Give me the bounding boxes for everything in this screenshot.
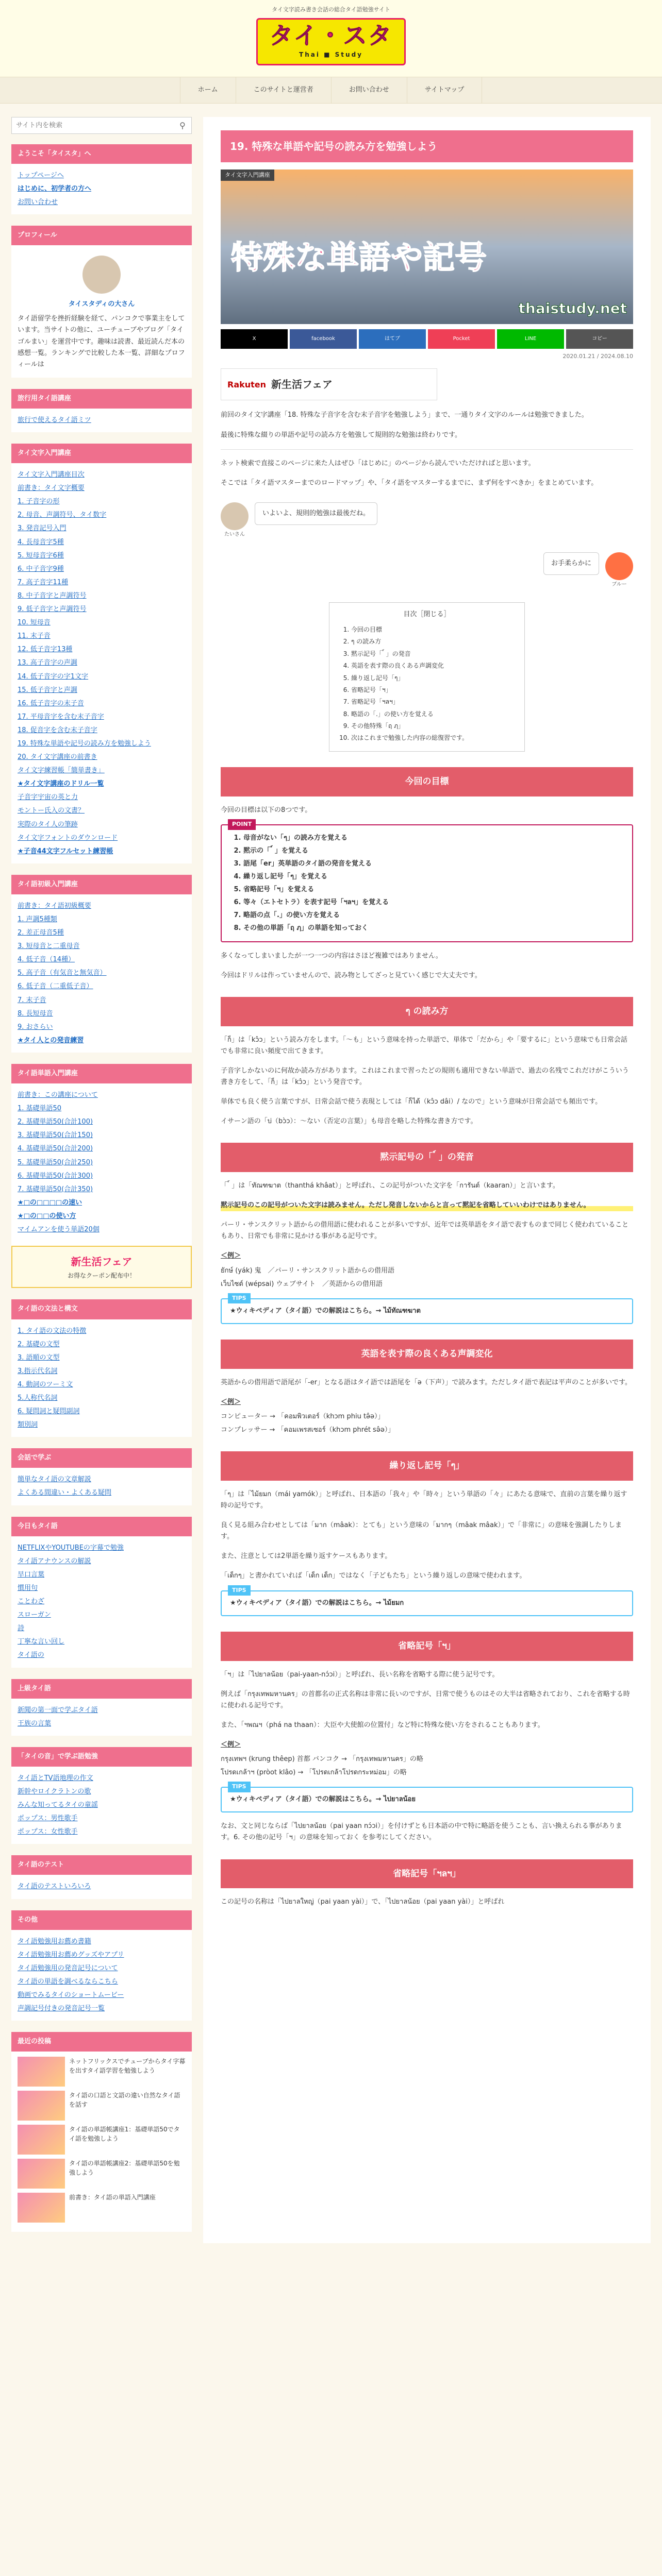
toc-item[interactable]: 4. 英語を表す際の良くある声調変化	[351, 660, 514, 671]
sec4-text: 良く見る組み合わせとしては「มาก（mâak）：とても」という意味の「มากๆ（mâak mâak）」で「非常に」の意味を強調したりします。	[221, 1521, 622, 1541]
toc-item[interactable]: 7. 省略記号「ฯลฯ」	[351, 697, 514, 707]
sidebar-item-thai-script[interactable]: 2. 母音、声調符号、タイ数字	[18, 511, 107, 519]
share-button-はてブ[interactable]: はてブ	[359, 329, 426, 349]
intro-text-1: 前回のタイ文字講座「18. 特殊な子音字を含む末子音字を勉強しよう」まで、一通りタイ文字のルールは勉強できました。	[221, 411, 588, 419]
sidebar-item-thai-script[interactable]: 20. タイ文字講座の前書き	[18, 753, 97, 761]
tips-box	[221, 1783, 633, 1812]
sidebar-item-upper[interactable]: 新聞の第一面で学ぶタイ語	[18, 1706, 98, 1714]
widget-travel	[11, 389, 192, 432]
example-label: ＜例＞	[221, 1252, 241, 1260]
page-title: 19. 特殊な単語や記号の読み方を勉強しよう	[221, 130, 633, 162]
sidebar-item-grammar[interactable]: 類別詞	[18, 1421, 38, 1429]
sidebar	[11, 117, 192, 2244]
widget-title: タイ語初級入門講座	[11, 875, 192, 894]
sidebar-item-thai-script[interactable]: 15. 低子音字と声調	[18, 686, 77, 694]
toc-item[interactable]: 6. 省略記号「ฯ」	[351, 685, 514, 695]
recent-post-thumbnail	[18, 2057, 65, 2087]
sidebar-item-other[interactable]: 声調記号付きの発音記号一覧	[18, 2005, 105, 2013]
sidebar-item-thai-script[interactable]: 8. 中子音字と声調符号	[18, 591, 87, 600]
widget-title: 上級タイ語	[11, 1679, 192, 1699]
widget-title: タイ文字入門講座	[11, 444, 192, 463]
sidebar-item-vocab[interactable]: 5. 基礎単語50(合計250)	[18, 1158, 93, 1166]
widget-test	[11, 1855, 192, 1899]
recent-post-title: 前書き：タイ語の単語入門講座	[69, 2194, 156, 2201]
widget-title: 最近の投稿	[11, 2032, 192, 2052]
sec5-text: 例えば「กรุงเทพมหานคร」の首都名の正式名称は非常に長いのですが、日常で使うものはその大半は省略されており、これを省略する時に使われる記号です。	[221, 1690, 630, 1709]
nav-sitemap[interactable]: サイトマップ	[407, 77, 483, 103]
widget-profile	[11, 226, 192, 378]
sidebar-item-thai-script[interactable]: 6. 中子音字9種	[18, 565, 64, 573]
share-button-line[interactable]: LINE	[497, 329, 564, 349]
sidebar-item-media[interactable]: タイ語アナウンスの解説	[18, 1557, 91, 1565]
hero-category[interactable]: タイ文字入門講座	[221, 170, 274, 181]
link-contact[interactable]: お問い合わせ	[18, 198, 58, 207]
example-item: เว็บไซต์ (wépsai) ウェブサイト ／英語からの借用語	[221, 1280, 383, 1288]
sec2-text: 黙示記号のこの記号がついた文字は読みません。ただし発音しないからと言って黙記を省略していいわけではありません。	[221, 1200, 633, 1211]
chat-bubble-right	[221, 552, 633, 589]
widget-title: 会話で学ぶ	[11, 1448, 192, 1468]
sidebar-item-vocab[interactable]: 6. 基礎単語50(合計300)	[18, 1172, 93, 1180]
chat-avatar	[605, 552, 633, 580]
sidebar-item-media[interactable]: ことわざ	[18, 1598, 45, 1606]
sidebar-item-beginner[interactable]: 5. 高子音（有気音と無気音）	[18, 969, 107, 977]
sidebar-ad-banner[interactable]	[11, 1246, 192, 1288]
example-item: โปรดเกล้าฯ (pròot klâo) → 「โปรดเกล้าโปรดกระหม่อม」の略	[221, 1769, 407, 1777]
sidebar-item-thai-script[interactable]: 10. 短母音	[18, 619, 51, 627]
recent-post-title: タイ語の単語帳講座2：基礎単語50を勉強しよう	[69, 2160, 180, 2177]
sec1-text: 「ก็」は「kɔ̂ɔ」という読み方をします。「～も」という意味を持った単語で、単体で「だから」や「要するに」という意味でも日常会話でも非常に良い頻度で出てきます。	[221, 1036, 627, 1055]
sidebar-item-grammar[interactable]: 5.人称代名詞	[18, 1394, 58, 1402]
ad-sub: お得なクーポン配布中！	[67, 1272, 136, 1280]
profile-avatar	[82, 256, 121, 294]
table-of-contents	[329, 602, 525, 752]
sidebar-item-beginner[interactable]: 7. 末子音	[18, 996, 46, 1004]
sidebar-item-other[interactable]: 動画でみるタイのショートムービー	[18, 1991, 124, 1999]
sidebar-item-thai-script[interactable]: 5. 短母音字6種	[18, 551, 64, 560]
section-heading: 英語を表す際の良くある声調変化	[221, 1340, 633, 1369]
sidebar-item-media[interactable]: 丁寧な言い回し	[18, 1638, 65, 1646]
sidebar-item-grammar[interactable]: 4. 動詞のツーミ文	[18, 1380, 73, 1388]
recent-post-item[interactable]	[18, 2057, 186, 2087]
toc-title[interactable]: 目次［閉じる］	[403, 610, 451, 618]
goal-item: 5. 省略記号「ฯ」を覚える	[243, 884, 622, 895]
sidebar-item-thai-script[interactable]: 子音字宇宙の英と力	[18, 793, 78, 802]
hero-url: thaistudy.net	[518, 300, 627, 317]
sidebar-item-media[interactable]: タイ語の	[18, 1651, 44, 1659]
widget-title: 「タイの音」で学ぶ語勉強	[11, 1747, 192, 1767]
sidebar-item-tv[interactable]: みんな知ってるタイの童謡	[18, 1801, 98, 1809]
banner-brand: Rakuten	[227, 379, 267, 389]
sec4-text: 「เด็กๆ」と書かれていれば「เด็ก เด็ก」ではなく「子どもたち」という繰り返しの意味で使われます。	[221, 1572, 526, 1580]
recent-post-thumbnail	[18, 2159, 65, 2189]
sidebar-item-vocab[interactable]: 4. 基礎単語50(合計200)	[18, 1145, 93, 1153]
goal-intro: 今回の目標は以下の8つです。	[221, 806, 312, 814]
sidebar-item-thai-script[interactable]: 13. 高子音字の声調	[18, 659, 77, 667]
sidebar-item-thai-script[interactable]: タイ文字入門講座目次	[18, 471, 85, 479]
sidebar-item-grammar[interactable]: 6. 疑問詞と疑問副詞	[18, 1408, 80, 1416]
sidebar-item-thai-script[interactable]: タイ文字練習帳「簡単書き」	[18, 767, 105, 775]
sidebar-item-thai-script[interactable]: 前書き：タイ文字概要	[18, 484, 85, 493]
widget-thai-script	[11, 444, 192, 863]
search-box	[11, 117, 192, 134]
sidebar-item-media[interactable]: 早口言葉	[18, 1570, 45, 1579]
sidebar-item-conversation[interactable]: 簡単なタイ語の文章解説	[18, 1476, 91, 1484]
sidebar-item-beginner[interactable]: 9. おさらい	[18, 1023, 53, 1031]
intro-text-3: ネット検索で直接このページに来た人はぜひ「はじめに」のページから読んでいただければと思います。	[221, 459, 535, 467]
site-header	[0, 0, 662, 77]
section-heading: 今回の目標	[221, 767, 633, 796]
sidebar-item-grammar[interactable]: 2. 基礎の文型	[18, 1340, 60, 1348]
sidebar-item-beginner[interactable]: 6. 低子音（二重低子音）	[18, 982, 93, 991]
search-input[interactable]	[12, 117, 174, 133]
sec1-text: 子音字しかないのに何故か読み方があります。これはこれまで習ったどの規則も適用できない単語で、過去の名残でこれだけがこういう書き方をして、「ก็」は「kɔ̂ɔ」という発音です。	[221, 1066, 629, 1086]
share-button-コピー[interactable]: コピー	[566, 329, 633, 349]
sec5-text: また、「ฯพณฯ（phá na thaan）：大臣や大使館の位置付」など特に特殊な使い方をされることもあります。	[221, 1721, 544, 1729]
section-heading: ๆ の読み方	[221, 997, 633, 1026]
share-button-facebook[interactable]: facebook	[290, 329, 357, 349]
sidebar-item-thai-script[interactable]: 12. 低子音字13種	[18, 646, 73, 654]
sidebar-item-thai-script[interactable]: タイ文字フォントのダウンロード	[18, 834, 118, 842]
recent-post-title: ネットフリックスでチューブからタイ字幕を出すタイ語学習を勉強しよう	[69, 2058, 186, 2075]
share-buttons	[221, 329, 633, 349]
intro-text-4: そこでは「タイ語マスターまでのロードマップ」や、「タイ語をマスターするまでに、まず何をすべきか」をまとめています。	[221, 479, 598, 487]
tips-label: TIPS	[228, 1782, 251, 1792]
section-heading: 繰り返し記号「ๆ」	[221, 1451, 633, 1481]
sidebar-item-beginner[interactable]: 8. 長短母音	[18, 1009, 53, 1018]
example-label: ＜例＞	[221, 1398, 241, 1406]
widget-title: タイ語の文法と構文	[11, 1299, 192, 1319]
widget-title: 旅行用タイ語講座	[11, 389, 192, 409]
widget-media	[11, 1517, 192, 1668]
sec4-text: 「ๆ」は「ไม้ยมก（mái yamók）」と呼ばれ、日本語の「我々」や「時々」という単語の「々」にあたる意味で、直前の言葉を繰り返す時の記号です。	[221, 1490, 627, 1510]
sec6-text: この記号の名称は「ไปยาลใหญ่（pai yaan yài）」で、「ไปยาลน้อย（pai yaan yài）」と呼ばれ	[221, 1898, 505, 1906]
tips-link[interactable]: ★ウィキペディア（タイ語）での解説はこちら。→ ไม้ยมก	[230, 1599, 404, 1607]
nav-contact[interactable]: お問い合わせ	[331, 77, 407, 103]
goal-item: 2. 黙示の「 ์ 」を覚える	[243, 845, 622, 857]
sidebar-item-tv[interactable]: 新幹やロイクラトンの歌	[18, 1787, 91, 1795]
goal-item: 4. 繰り返し記号「ๆ」を覚える	[243, 871, 622, 883]
sec4-text: また、注意としては2単語を繰り返すケースもあります。	[221, 1552, 392, 1561]
sec1-text: 単体でも良く使う言葉ですが、日常会話で使う表現としては「ก็ได้（kɔ̂ɔ dâi）/ なので」という意味が日常会話でも頻出です。	[221, 1098, 602, 1106]
chat-name: たいさん	[224, 531, 245, 537]
sidebar-item-beginner[interactable]: 3. 短母音と二重母音	[18, 942, 80, 951]
divider	[221, 449, 633, 450]
logo-main-text: タイ・スタ	[269, 21, 393, 49]
goal-item: 7. 略語の点「.」の使い方を覚える	[243, 910, 622, 921]
sidebar-item-beginner[interactable]: 2. 差正母音5種	[18, 929, 64, 937]
sidebar-item-thai-script[interactable]: 4. 長母音字5種	[18, 538, 64, 546]
sidebar-item-vocab[interactable]: 3. 基礎単語50(合計150)	[18, 1131, 93, 1140]
toc-item[interactable]: 2. ๆ の読み方	[351, 636, 514, 647]
link-intro[interactable]: はじめに、初学者の方へ	[18, 184, 92, 193]
hero-text: 特殊な単語や記号	[231, 238, 487, 276]
toc-item[interactable]: 10. 次はこれまで勉強した内容の総復習です。	[351, 733, 514, 743]
point-box	[221, 820, 633, 942]
sidebar-item-other[interactable]: タイ語勉強用お薦め書籍	[18, 1937, 91, 1945]
recent-post-item[interactable]	[18, 2091, 186, 2121]
example-item: コンプレッサー → 「คอมเพรสเซอร์（khɔm phrét sə̂ə）」	[221, 1426, 395, 1434]
tips-box	[221, 1294, 633, 1324]
point-label: POINT	[228, 819, 256, 830]
sidebar-item-upper[interactable]: 王族の言葉	[18, 1719, 52, 1727]
ad-title: 新生活フェア	[71, 1256, 133, 1268]
sidebar-item-thai-script[interactable]: 19. 特殊な単語や記号の読み方を勉強しよう	[18, 739, 151, 748]
post-date: 2020.01.21 / 2024.08.10	[562, 352, 633, 360]
widget-recent-posts	[11, 2032, 192, 2232]
sidebar-item-media[interactable]: 詩	[18, 1624, 25, 1633]
banner-text: 新生活フェア	[271, 378, 333, 391]
section-heading: 省略記号「ฯลฯ」	[221, 1859, 633, 1889]
goal-outro-2: 今回はドリルは作っていませんので、読み物としてざっと見ていく感じで大丈夫です。	[221, 971, 482, 979]
section-heading: 黙示記号の「 ์ 」の発音	[221, 1143, 633, 1172]
sec2-text: パーリ・サンスクリット語からの借用語に使われることが多いですが、近年では英単語をタイ語で表すものまで同じく使われていることもあり、日常でも非常に見かける事がある記号です。	[221, 1221, 629, 1241]
sidebar-item-other[interactable]: タイ語勉強用お薦めグッズやアプリ	[18, 1951, 124, 1959]
chat-text: いよいよ、規則的勉強は最後だね。	[255, 502, 377, 525]
sidebar-item-vocab[interactable]: 1. 基礎単語50	[18, 1105, 62, 1113]
sidebar-item-grammar[interactable]: 3. 語順の文型	[18, 1353, 60, 1362]
profile-name[interactable]: タイスタディの大さん	[68, 300, 135, 309]
sidebar-item-vocab[interactable]: 7. 基礎単語50(合計350)	[18, 1185, 93, 1193]
sec3-text: 英語からの借用語で語尾が「-er」となる語はタイ語では語尾を「ə（下声）」で読みます。ただしタイ語で表記は平声のことが多いです。	[221, 1378, 632, 1386]
sidebar-item-other[interactable]: タイ語勉強用の発音記号について	[18, 1964, 118, 1972]
toc-item[interactable]: 9. その他特殊「ฤ ฦ」	[351, 721, 514, 731]
widget-tv	[11, 1747, 192, 1844]
sidebar-item-vocab[interactable]: 前書き：この講座について	[18, 1091, 98, 1099]
recent-post-title: タイ語の口語と文語の違い自然なタイ語を話す	[69, 2092, 180, 2109]
sec2-text: 「 ์ 」は「ทัณฑฆาต（thanthá khâat）」と呼ばれ、この記号がついた文字を「การันต์（kaaran）」と言います。	[221, 1182, 559, 1190]
sidebar-item-thai-script[interactable]: 17. 平母音字を含む末子音字	[18, 713, 104, 721]
recent-post-thumbnail	[18, 2091, 65, 2121]
sec5-text: 「ฯ」は「ไปยาลน้อย（pai-yaan-nɔ́ɔi）」と呼ばれ、長い名称を省略する際に使う記号です。	[221, 1670, 499, 1679]
article	[203, 117, 651, 2244]
sidebar-item-other[interactable]: タイ語の単語を調べるならこちら	[18, 1977, 118, 1986]
sidebar-item-thai-script[interactable]: モントー氏入の文書？	[18, 807, 85, 815]
nav-home[interactable]: ホーム	[180, 77, 236, 103]
recent-post-item[interactable]	[18, 2193, 186, 2223]
site-logo[interactable]	[256, 18, 406, 65]
recent-post-thumbnail	[18, 2125, 65, 2155]
example-label: ＜例＞	[221, 1740, 241, 1749]
widget-other	[11, 1910, 192, 2021]
sidebar-item-vocab[interactable]: ★□の□□の使い方	[18, 1212, 76, 1220]
sidebar-item-thai-script[interactable]: 16. 低子音字の末子音	[18, 699, 84, 707]
goal-outro-1: 多くなってしまいましたが一つ一つの内容はさほど複雑ではありません。	[221, 952, 442, 960]
sidebar-item-vocab[interactable]: ★□の□□□□の速い	[18, 1198, 82, 1207]
sidebar-item-test[interactable]: タイ語のテストいろいろ	[18, 1883, 91, 1891]
goal-item: 6. 等々（エトセトラ）を表す記号「ฯลฯ」を覚える	[243, 897, 622, 908]
toc-item[interactable]: 8. 略語の「.」の使い方を覚える	[351, 709, 514, 719]
sidebar-item-beginner[interactable]: 1. 声調5種類	[18, 916, 57, 923]
chat-name: ブルー	[611, 581, 627, 587]
sidebar-item-beginner[interactable]: 4. 低子音（14種）	[18, 956, 75, 964]
sidebar-item-thai-script[interactable]: 9. 低子音字と声調符号	[18, 605, 87, 614]
logo-sub-text: Thai ■ Study	[299, 50, 363, 58]
nav-about[interactable]: このサイトと運営者	[236, 77, 331, 103]
sidebar-item-thai-script[interactable]: ★タイ文字講座のドリル一覧	[18, 780, 104, 788]
sidebar-item-media[interactable]: 慣用句	[18, 1584, 38, 1592]
site-tagline: タイ文字読み書き会話の総合タイ語勉強サイト	[272, 6, 390, 13]
widget-beginner	[11, 875, 192, 1053]
tips-box	[221, 1586, 633, 1616]
sidebar-item-beginner[interactable]: ★タイ人との発音練習	[18, 1036, 84, 1044]
share-button-x[interactable]: X	[221, 329, 288, 349]
sidebar-item-beginner[interactable]: 前書き：タイ語初級概要	[18, 902, 91, 910]
section-heading: 省略記号「ฯ」	[221, 1632, 633, 1661]
sidebar-item-media[interactable]: NETFLIXやYOUTUBEの字幕で勉強	[18, 1544, 124, 1552]
toc-item[interactable]: 1. 今回の目標	[351, 624, 514, 635]
widget-upper	[11, 1679, 192, 1736]
sec5-text: なお、文と同じならば「ไปยาลน้อย（pai yaan nɔ́ɔi）」を付けずとも日本語の中で特に略語を使うことも、言い換えられる事があります。6. その他の記号「ฯ」の意味を知っておく を参考にしてください。	[221, 1822, 622, 1842]
sidebar-item-grammar[interactable]: 1. タイ語の文法の特徴	[18, 1327, 87, 1335]
global-nav	[0, 77, 662, 104]
sidebar-item-thai-script[interactable]: 1. 子音字の形	[18, 498, 60, 506]
toc-item[interactable]: 5. 繰り返し記号「ๆ」	[351, 673, 514, 683]
sidebar-item-vocab[interactable]: 2. 基礎単語50(合計100)	[18, 1118, 93, 1126]
sidebar-item-grammar[interactable]: 3.指示代名詞	[18, 1367, 58, 1375]
widget-conversation	[11, 1448, 192, 1505]
search-icon[interactable]: ⚲	[179, 120, 186, 130]
sidebar-item-thai-script[interactable]: 7. 高子音字11種	[18, 578, 69, 586]
example-item: ยักษ์ (yák) 鬼 ／パーリ・サンスクリット語からの借用語	[221, 1266, 395, 1275]
recent-post-item[interactable]	[18, 2125, 186, 2155]
tips-label: TIPS	[228, 1293, 251, 1304]
chat-avatar	[221, 502, 249, 530]
sidebar-item-tv[interactable]: タイ語とTV語地理の作文	[18, 1774, 93, 1782]
intro-text-2: 最後に特殊な綴りの単語や記号の読み方を勉強して規則的な勉強は終わりです。	[221, 431, 461, 439]
widget-title: プロフィール	[11, 226, 192, 245]
example-item: กรุงเทพฯ (krung thêep) 首都 バンコク → 「กรุงเทพมหานคร」の略	[221, 1755, 423, 1764]
widget-welcome	[11, 144, 192, 214]
hero-image	[221, 170, 633, 324]
sidebar-item-tv[interactable]: ポップス：女性歌手	[18, 1828, 78, 1836]
widget-title: 今日もタイ語	[11, 1517, 192, 1536]
sidebar-item-media[interactable]: スローガン	[18, 1611, 51, 1619]
widget-title: タイ語のテスト	[11, 1855, 192, 1875]
sidebar-item-conversation[interactable]: よくある間違い・よくある疑問	[18, 1489, 112, 1497]
sidebar-item-thai-script[interactable]: 18. 促音字を含む末子音字	[18, 726, 97, 734]
widget-title: タイ語単語入門講座	[11, 1064, 192, 1083]
share-button-pocket[interactable]: Pocket	[428, 329, 495, 349]
widget-vocab	[11, 1064, 192, 1289]
profile-text: タイ語留学を挫折経験を経て、パンコクで事業主をしています。当サイトの他に、ユーチューブやブログ「タイゴルまい」を運営中です。趣味は読書、最近読んだ本の感想一覧。ランキングで比較した本一覧、詳細なプロフィールは	[18, 315, 185, 368]
example-item: コンピューター → 「คอมพิวเตอร์（khɔm phiu tə̂ə）」	[221, 1412, 385, 1420]
goal-item: 8. その他の単語「ฤ ฦ」の単語を知っておく	[243, 923, 622, 934]
toc-item[interactable]: 3. 黙示記号「 ์ 」の発音	[351, 649, 514, 659]
rakuten-banner[interactable]	[221, 368, 437, 400]
sidebar-item-vocab[interactable]: マイムアンを使う単語20個	[18, 1225, 100, 1233]
widget-title: その他	[11, 1910, 192, 1930]
recent-post-item[interactable]	[18, 2159, 186, 2189]
sidebar-item-thai-script[interactable]: ★子音44文字フルセット練習帳	[18, 847, 113, 855]
link-top[interactable]: トップページへ	[18, 171, 64, 179]
recent-post-title: タイ語の単語帳講座1：基礎単語50でタイ語を勉強しよう	[69, 2126, 180, 2143]
sidebar-item-thai-script[interactable]: 11. 末子音	[18, 632, 51, 640]
tips-label: TIPS	[228, 1585, 251, 1596]
sidebar-item-tv[interactable]: ポップス：男性歌手	[18, 1815, 78, 1823]
tips-link[interactable]: ★ウィキペディア（タイ語）での解説はこちら。→ ไปยาลน้อย	[230, 1795, 416, 1804]
goal-item: 1. 母音がない「ๆ」の読み方を覚える	[243, 833, 622, 844]
widget-title: ようこそ「タイスタ」へ	[11, 144, 192, 164]
sidebar-item-thai-script[interactable]: 3. 発音記号入門	[18, 524, 67, 533]
chat-text: お手柔らかに	[543, 552, 599, 575]
sidebar-item-thai-script[interactable]: 実際のタイ人の筆跡	[18, 820, 78, 828]
chat-bubble-left	[221, 502, 633, 539]
tips-link[interactable]: ★ウィキペディア（タイ語）での解説はこちら。→ ไม้ทัณฑฆาต	[230, 1307, 421, 1315]
link-travel[interactable]: 旅行で使えるタイ語ミツ	[18, 416, 91, 424]
goal-item: 3. 語尾「er」英単語のタイ語の発音を覚える	[243, 858, 622, 870]
widget-grammar	[11, 1299, 192, 1437]
recent-post-thumbnail	[18, 2193, 65, 2223]
sec1-text: イサーン語の「บ่（bɔ̀ɔ）：～ない（否定の言葉）」も母音を略した特殊な書き方です。	[221, 1117, 477, 1126]
sidebar-item-thai-script[interactable]: 14. 低子音字の字1文字	[18, 672, 89, 681]
